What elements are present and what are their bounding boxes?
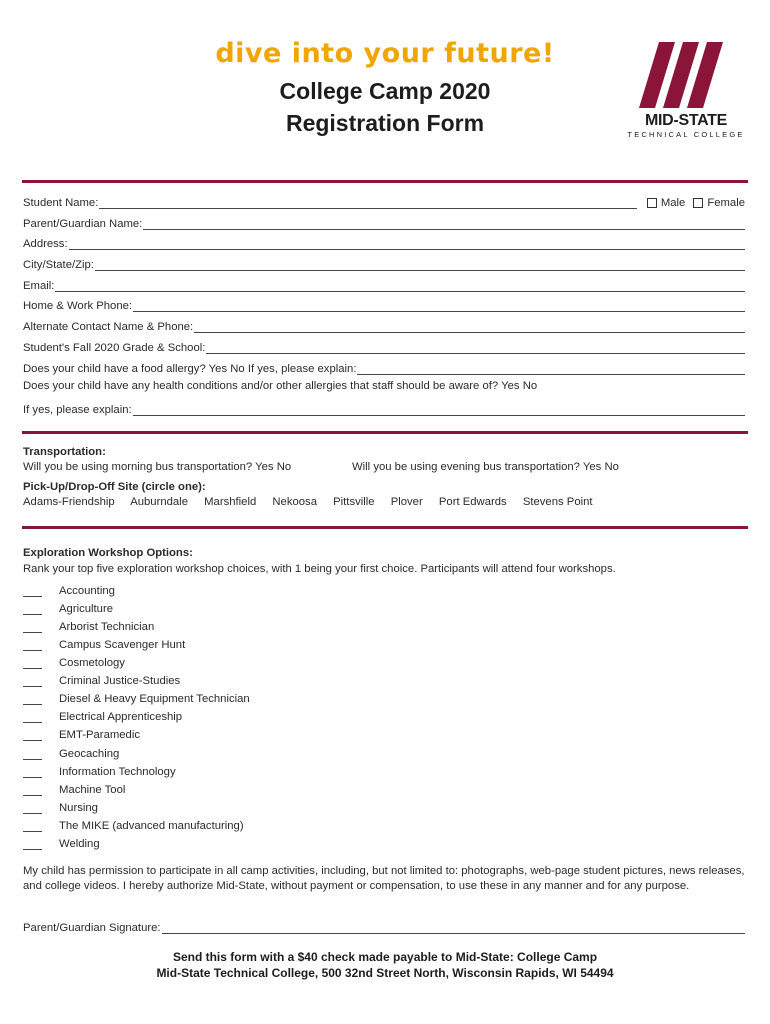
workshop-label: Accounting [59, 585, 115, 597]
footer-line1: Send this form with a $40 check made payable to Mid-State: College Camp [172, 950, 598, 964]
site-heading: Pick-Up/Drop-Off Site (circle one): [23, 481, 206, 493]
workshop-item [23, 653, 125, 669]
female-checkbox[interactable] [693, 198, 703, 208]
phone-field[interactable] [23, 296, 745, 312]
if-yes-line[interactable] [133, 404, 745, 416]
email-line[interactable] [55, 280, 745, 292]
site-option[interactable]: Stevens Point [522, 496, 593, 508]
signature-field[interactable] [23, 918, 745, 934]
gender-options [647, 197, 745, 209]
rank-blank[interactable] [23, 639, 42, 651]
male-label: Male [660, 197, 686, 209]
workshop-label: Welding [59, 838, 100, 850]
email-field[interactable] [23, 276, 745, 292]
workshop-label: Agriculture [59, 603, 113, 615]
evening-bus-question: Will you be using evening bus transportation? Yes No [352, 461, 619, 473]
rank-blank[interactable] [23, 657, 42, 669]
grade-school-field[interactable] [23, 338, 745, 354]
rank-blank[interactable] [23, 729, 42, 741]
rank-blank[interactable] [23, 711, 42, 723]
workshop-item [23, 617, 154, 633]
parent-name-line[interactable] [143, 218, 745, 230]
workshop-item [23, 780, 125, 796]
food-allergy-field[interactable] [23, 359, 745, 375]
rank-blank[interactable] [23, 621, 42, 633]
workshop-instructions: Rank your top five exploration workshop choices, with 1 being your first choice. Participants will attend four workshops. [23, 563, 616, 575]
signature-line[interactable] [162, 922, 745, 934]
alt-contact-field[interactable] [23, 317, 745, 333]
workshop-label: Electrical Apprenticeship [59, 711, 183, 723]
site-option[interactable]: Pittsville [333, 496, 375, 508]
rank-blank[interactable] [23, 766, 42, 778]
parent-name-field[interactable] [23, 214, 745, 230]
if-yes-label: If yes, please explain: [23, 404, 132, 416]
tagline: dive into your future! [215, 38, 555, 69]
workshop-item [23, 762, 176, 778]
parent-name-label: Parent/Guardian Name: [23, 218, 143, 230]
city-line[interactable] [95, 259, 745, 271]
workshop-item [23, 599, 113, 615]
rank-blank[interactable] [23, 603, 42, 615]
site-option[interactable]: Nekoosa [272, 496, 317, 508]
email-label: Email: [23, 280, 55, 292]
signature-label: Parent/Guardian Signature: [23, 922, 161, 934]
morning-bus-question: Will you be using morning bus transportation? Yes No [23, 461, 292, 473]
workshop-heading: Exploration Workshop Options: [23, 547, 193, 559]
city-field[interactable] [23, 255, 745, 271]
alt-contact-line[interactable] [194, 321, 745, 333]
address-line[interactable] [69, 238, 745, 250]
rank-blank[interactable] [23, 802, 42, 814]
alt-contact-label: Alternate Contact Name & Phone: [23, 321, 194, 333]
workshop-label: Cosmetology [59, 657, 125, 669]
form-title-line2: Registration Form [285, 110, 485, 136]
phone-line[interactable] [133, 300, 745, 312]
food-allergy-label: Does your child have a food allergy? Yes No If yes, please explain: [23, 363, 357, 375]
workshop-item [23, 707, 182, 723]
health-question: Does your child have any health conditions and/or other allergies that staff should be aware of? Yes No [23, 380, 538, 392]
if-yes-field[interactable] [23, 400, 745, 416]
workshop-item [23, 671, 180, 687]
workshop-label: Machine Tool [59, 784, 126, 796]
permission-text: My child has permission to participate in all camp activities, including, but not limited to: photographs, web-page student pictures, news releases, and college videos. I hereby authorize Mid-State, without payment or compensation, to use these in any manner and for any purpose. [23, 865, 745, 892]
site-option[interactable]: Port Edwards [438, 496, 507, 508]
student-name-line[interactable] [99, 197, 636, 209]
workshop-label: Nursing [59, 802, 98, 814]
rank-blank[interactable] [23, 585, 42, 597]
student-name-field[interactable] [23, 193, 745, 209]
workshop-item [23, 744, 119, 760]
logo-subtitle: TECHNICAL COLLEGE [627, 130, 745, 139]
rank-blank[interactable] [23, 675, 42, 687]
student-name-label: Student Name: [23, 197, 99, 209]
workshop-label: Arborist Technician [59, 621, 155, 633]
workshop-item [23, 689, 250, 705]
logo-name: MID-STATE [644, 112, 728, 129]
male-checkbox[interactable] [647, 198, 657, 208]
workshop-label: The MIKE (advanced manufacturing) [59, 820, 244, 832]
workshop-item [23, 798, 98, 814]
workshop-item [23, 635, 185, 651]
site-option[interactable]: Adams-Friendship [23, 496, 115, 508]
site-option[interactable]: Auburndale [130, 496, 188, 508]
divider [22, 431, 748, 434]
workshop-item [23, 834, 100, 850]
female-label: Female [707, 197, 745, 209]
address-label: Address: [23, 238, 68, 250]
food-allergy-line[interactable] [357, 363, 745, 375]
grade-school-line[interactable] [206, 342, 745, 354]
site-option[interactable]: Marshfield [204, 496, 257, 508]
transportation-heading: Transportation: [23, 446, 106, 458]
rank-blank[interactable] [23, 784, 42, 796]
city-label: City/State/Zip: [23, 259, 94, 271]
workshop-label: Campus Scavenger Hunt [59, 639, 186, 651]
workshop-label: EMT-Paramedic [59, 729, 140, 741]
grade-school-label: Student's Fall 2020 Grade & School: [23, 342, 206, 354]
footer-line2: Mid-State Technical College, 500 32nd Street North, Wisconsin Rapids, WI 54494 [156, 966, 614, 980]
address-field[interactable] [23, 234, 745, 250]
divider [22, 180, 748, 183]
form-title-line1: College Camp 2020 [279, 78, 491, 104]
workshop-label: Information Technology [59, 766, 176, 778]
rank-blank[interactable] [23, 693, 42, 705]
workshop-item [23, 816, 244, 832]
workshop-label: Geocaching [59, 748, 120, 760]
divider [22, 526, 748, 529]
workshop-item [23, 581, 115, 597]
site-option[interactable]: Plover [390, 496, 423, 508]
rank-blank[interactable] [23, 838, 42, 850]
rank-blank[interactable] [23, 820, 42, 832]
workshop-item [23, 725, 140, 741]
phone-label: Home & Work Phone: [23, 300, 133, 312]
workshop-label: Diesel & Heavy Equipment Technician [59, 693, 250, 705]
workshop-label: Criminal Justice-Studies [59, 675, 181, 687]
site-list [23, 496, 606, 508]
rank-blank[interactable] [23, 748, 42, 760]
